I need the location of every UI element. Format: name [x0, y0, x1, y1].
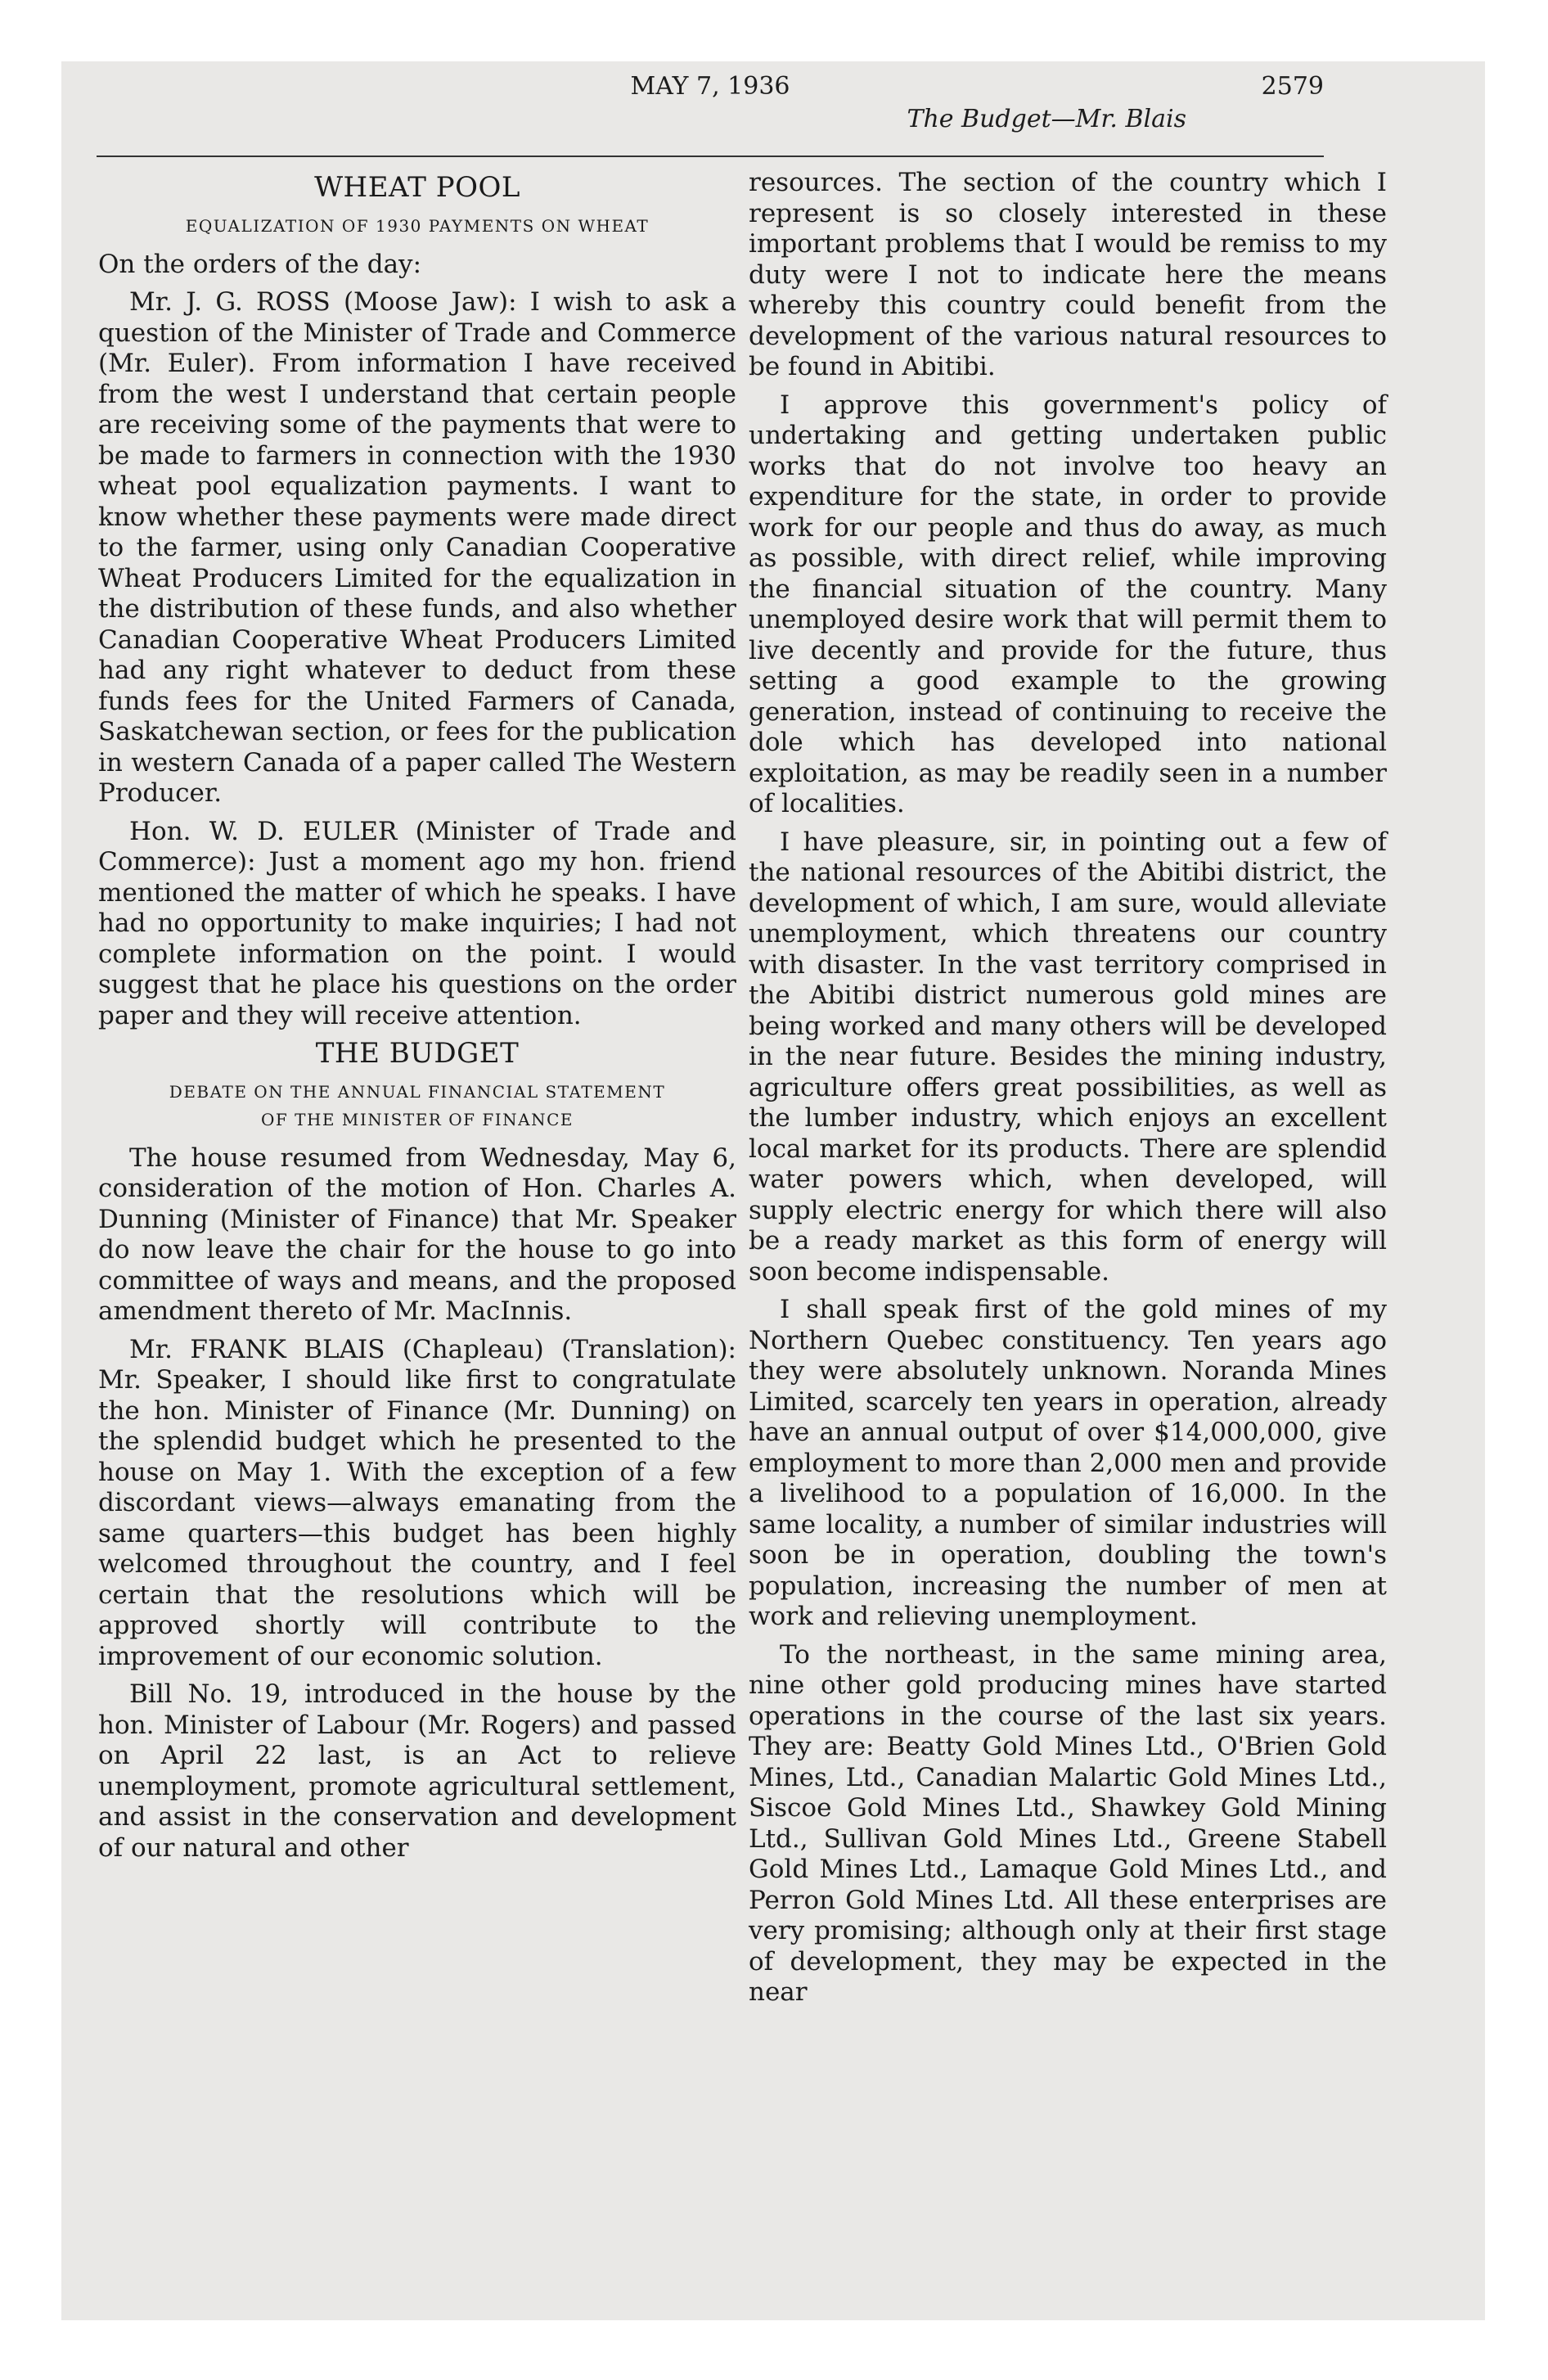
paragraph-bill-19: Bill No. 19, introduced in the house by the hon. Minister of Labour (Mr. Rogers) and passed on April 22 last, is an Act to relieve unemployment, promote agricultural settlement, and assist in the conservation and development of our natural and other — [98, 1679, 736, 1863]
paragraph-northeast: To the northeast, in the same mining area, nine other gold producing mines have started operations in the course of the last six years. They are: Beatty Gold Mines Ltd., O'Brien Gold Mines, Ltd., Canadian Malartic Gold Mines Ltd., Siscoe Gold Mines Ltd., Shawkey Gold Mining Ltd., Sullivan Gold Mines Ltd., Greene Stabell Gold Mines Ltd., Lamaque Gold Mines Ltd., and Perron Gold Mines Ltd. All these enterprises are very promising; although only at their first stage of development, they may be expected in the near — [749, 1639, 1387, 2007]
section-heading-budget: THE BUDGET — [315, 1037, 520, 1070]
header-running-title: The Budget—Mr. Blais — [907, 105, 1186, 133]
page-header — [97, 72, 1324, 142]
paragraph: On the orders of the day: — [98, 249, 422, 279]
left-column — [98, 168, 736, 1871]
paragraph-gold-mines: I shall speak first of the gold mines of my Northern Quebec constituency. Ten years ago they were absolutely unknown. Noranda Mines Limited, scarcely ten years in operation, already have an annual output of over $14,000,000, give employment to more than 2,000 men and provide a livelihood to a population of 16,000. In the same locality, a number of similar industries will soon be in operation, doubling the town's population, increasing the number of men at work and relieving unemployment. — [749, 1295, 1387, 1631]
paragraph-abitibi: I have pleasure, sir, in pointing out a few of the national resources of the Abitibi district, the development of which, I am sure, would alleviate unemployment, which threatens our country with disaster. In the vast territory comprised in the Abitibi district numerous gold mines are being worked and many others will be developed in the near future. Besides the mining industry, agriculture offers great possibilities, as well as the lumber industry, which enjoys an excellent local market for its products. There are splendid water powers which, when developed, will supply electric energy for which there will also be a ready market as this form of energy will soon become indispensable. — [749, 827, 1387, 1287]
paragraph-public-works: I approve this government's policy of undertaking and getting undertaken public works that do not involve too heavy an expenditure for the state, in order to provide work for our people and thus do away, as much as possible, with direct relief, while improving the financial situation of the country. Many unemployed desire work that will permit them to live decently and provide for the future, thus setting a good example to the growing generation, instead of continuing to receive the dole which has developed into national exploitation, as may be readily seen in a number of localities. — [749, 390, 1387, 818]
header-rule — [97, 156, 1324, 157]
header-page-number: 2579 — [1261, 72, 1324, 101]
subheading-debate — [98, 1078, 736, 1134]
subheading-equalization: EQUALIZATION OF 1930 PAYMENTS ON WHEAT — [185, 215, 650, 236]
header-date: MAY 7, 1936 — [630, 72, 790, 101]
subheading-debate-line1: DEBATE ON THE ANNUAL FINANCIAL STATEMENT — [169, 1081, 666, 1102]
paragraph-ross: Mr. J. G. ROSS (Moose Jaw): I wish to ask a question of the Minister of Trade and Commerce (Mr. Euler). From information I have received from the west I understand that certain people are receiving some of the payments that were to be made to farmers in connection with the 1930 wheat pool equalization payments. I want to know whether these payments were made direct to the farmer, using only Canadian Cooperative Wheat Producers Limited for the equalization in the distribution of these funds, and also whether Canadian Cooperative Wheat Producers Limited had any right whatever to deduct from these funds fees for the United Farmers of Canada, Saskatchewan section, or fees for the publication in western Canada of a paper called The Western Producer. — [98, 287, 736, 808]
right-column — [749, 168, 1387, 2016]
subheading-debate-line2: OF THE MINISTER OF FINANCE — [261, 1109, 574, 1129]
paragraph-resources: resources. The section of the country which I represent is so closely interested in these important problems that I would be remiss to my duty were I not to indicate here the means whereby this country could benefit from the development of the various natural resources to be found in Abitibi. — [749, 168, 1387, 381]
section-heading-wheat-pool: WHEAT POOL — [314, 171, 520, 204]
paragraph-blais: Mr. FRANK BLAIS (Chapleau) (Translation): Mr. Speaker, I should like first to congratulate the hon. Minister of Finance (Mr. Dunning) on the splendid budget which he presented to the house on May 1. With the exception of a few discordant views—always emanating from the same quarters—this budget has been highly welcomed throughout the country, and I feel certain that the resolutions which will be approved shortly will contribute to the improvement of our economic solution. — [98, 1334, 736, 1671]
paragraph-euler: Hon. W. D. EULER (Minister of Trade and Commerce): Just a moment ago my hon. friend mentioned the matter of which he speaks. I have had no opportunity to make inquiries; I had not complete information on the point. I would suggest that he place his questions on the order paper and they will receive attention. — [98, 816, 736, 1030]
paragraph-house-resumed: The house resumed from Wednesday, May 6, consideration of the motion of Hon. Charles A. Dunning (Minister of Finance) that Mr. Speaker do now leave the chair for the house to go into committee of ways and means, and the proposed amendment thereto of Mr. MacInnis. — [98, 1143, 736, 1326]
